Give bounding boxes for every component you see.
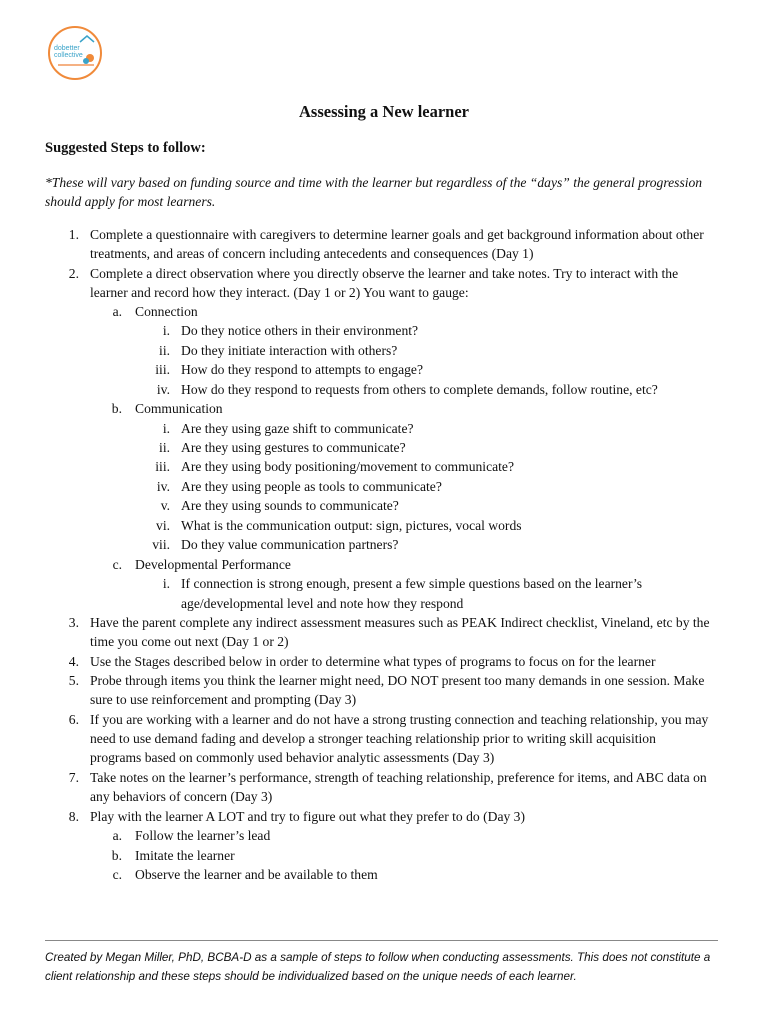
gauge-item: Do they value communication partners? [181,537,399,552]
step-text: Use the Stages described below in order to determine what types of programs to focus on for the learner [90,654,656,669]
step-number: 1. [68,227,79,242]
gauge-label: Communication [135,401,223,416]
step-text: sure to use reinforcement and prompting (Day 3) [90,692,357,707]
gauge-item: How do they respond to requests from others to complete demands, follow routine, etc? [181,382,658,397]
gauge-label: Developmental Performance [135,557,291,572]
roman-number: ii. [159,343,170,358]
play-item: Follow the learner’s lead [135,828,271,843]
step-number: 3. [68,615,79,630]
step-text: time you come out next (Day 1 or 2) [90,634,289,649]
gauge-label: Connection [135,304,198,319]
page-title: Assessing a New learner [298,102,470,121]
step-text: Play with the learner A LOT and try to figure out what they prefer to do (Day 3) [90,809,526,824]
gauge-item: How do they respond to attempts to engage? [181,362,423,377]
play-item: Observe the learner and be available to them [135,867,378,882]
step-text: Complete a questionnaire with caregivers to determine learner goals and get background information about other [90,227,704,242]
roman-number: i. [162,421,170,436]
step-number: 8. [68,809,79,824]
roman-number: i. [162,576,170,591]
roman-number: ii. [159,440,170,455]
step-text: learner and record how they interact. (Day 1 or 2) You want to gauge: [90,285,469,300]
footer-disclaimer: Created by Megan Miller, PhD, BCBA-D as a sample of steps to follow when conducting assessments. This does not constitute a client relationship and these steps should be individualized based on the unique needs of each learner. [45,951,711,983]
step-number: 7. [68,770,79,785]
section-subheading: Suggested Steps to follow: [45,140,206,156]
roman-number: i. [162,323,170,338]
gauge-letter: c. [112,557,122,572]
step-number: 5. [68,673,79,688]
play-letter: c. [112,867,122,882]
step-text: Take notes on the learner’s performance, strength of teaching relationship, preference for items, and ABC data on [90,770,707,785]
roman-number: vi. [156,518,170,533]
step-text: any behaviors of concern (Day 3) [90,789,273,804]
gauge-item: What is the communication output: sign, pictures, vocal words [181,518,522,533]
roman-number: iv. [156,382,170,397]
gauge-item: age/developmental level and note how they respond [181,596,464,611]
step-text: treatments, and areas of concern including antecedents and consequences (Day 1) [90,246,534,261]
gauge-letter: a. [112,304,122,319]
gauge-letter: b. [111,401,122,416]
gauge-item: Are they using sounds to communicate? [181,498,399,513]
roman-number: v. [160,498,170,513]
roman-number: iii. [155,459,170,474]
roman-number: iii. [155,362,170,377]
step-number: 4. [68,654,79,669]
gauge-item: Are they using body positioning/movement to communicate? [181,459,514,474]
step-text: need to use demand fading and develop a stronger teaching relationship prior to writing skill acquisition [90,731,656,746]
progression-note: *These will vary based on funding source and time with the learner but regardless of the “days” the general progression should apply for most learners. [45,175,703,209]
step-text: Complete a direct observation where you directly observe the learner and take notes. Try to interact with the [90,266,679,281]
gauge-item: Are they using people as tools to communicate? [181,479,442,494]
roman-number: iv. [156,479,170,494]
gauge-item: Are they using gaze shift to communicate? [181,421,414,436]
play-letter: b. [111,848,122,863]
step-text: If you are working with a learner and do not have a strong trusting connection and teaching relationship, you may [90,712,709,727]
step-text: Have the parent complete any indirect assessment measures such as PEAK Indirect checklist, Vineland, etc by the [90,615,710,630]
gauge-item: If connection is strong enough, present a few simple questions based on the learner’s [181,576,643,591]
footer-divider [45,940,718,941]
play-letter: a. [112,828,122,843]
gauge-item: Do they notice others in their environment? [181,323,419,338]
step-text: Probe through items you think the learner might need, DO NOT present too many demands in one session. Make [90,673,705,688]
play-item: Imitate the learner [135,848,235,863]
logo-underline [58,64,94,66]
logo [48,26,102,80]
roman-number: vii. [152,537,170,552]
step-number: 6. [68,712,79,727]
logo-text: dobetter collective [54,45,83,59]
gauge-item: Do they initiate interaction with others? [181,343,398,358]
step-text: programs based on commonly used behavior analytic assessments (Day 3) [90,750,495,765]
step-number: 2. [68,266,79,281]
gauge-item: Are they using gestures to communicate? [181,440,406,455]
